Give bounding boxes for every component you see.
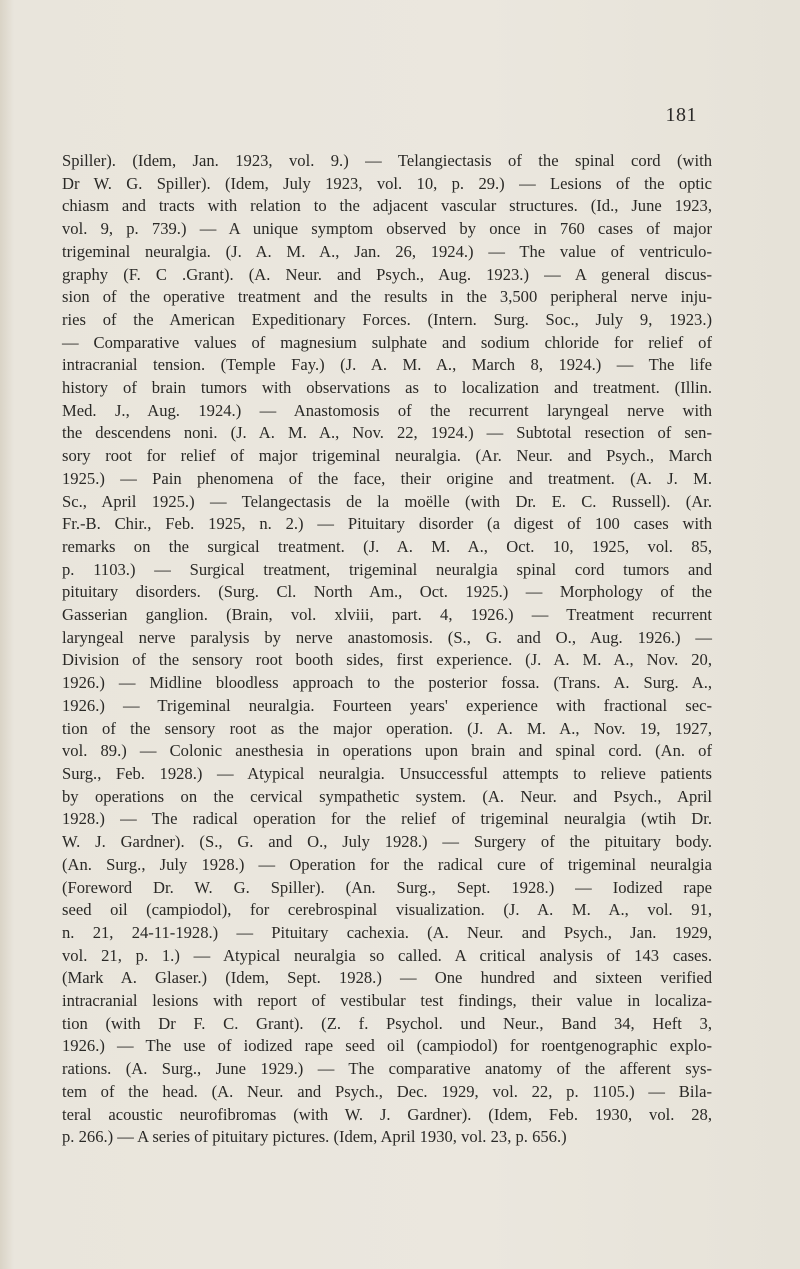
text-line: Dr W. G. Spiller). (Idem, July 1923, vol. 10, p. 29.) — Lesions of the optic bbox=[62, 173, 712, 193]
text-line: the descendens noni. (J. A. M. A., Nov. 22, 1924.) — Subtotal resection of sen- bbox=[62, 423, 712, 443]
text-line: (An. Surg., July 1928.) — Operation for the radical cure of trigeminal neuralgia bbox=[62, 854, 712, 874]
text-line: (Foreword Dr. W. G. Spiller). (An. Surg., Sept. 1928.) — Iodized rape bbox=[62, 877, 712, 897]
text-line: Med. J., Aug. 1924.) — Anastomosis of the recurrent laryngeal nerve with bbox=[62, 400, 712, 420]
text-line: — Comparative values of magnesium sulphate and sodium chloride for relief of bbox=[62, 332, 712, 352]
text-line: n. 21, 24-11-1928.) — Pituitary cachexia. (A. Neur. and Psych., Jan. 1929, bbox=[62, 922, 712, 942]
text-line: sory root for relief of major trigeminal neuralgia. (Ar. Neur. and Psych., March bbox=[62, 446, 712, 466]
text-line: Surg., Feb. 1928.) — Atypical neuralgia. Unsuccessful attempts to relieve patients bbox=[62, 763, 712, 783]
text-line: sion of the operative treatment and the results in the 3,500 peripheral nerve inju- bbox=[62, 287, 712, 307]
text-line: Fr.-B. Chir., Feb. 1925, n. 2.) — Pituitary disorder (a digest of 100 cases with bbox=[62, 514, 712, 534]
page-number: 181 bbox=[665, 104, 697, 126]
bibliography-paragraph bbox=[62, 150, 712, 1149]
text-line: seed oil (campiodol), for cerebrospinal visualization. (J. A. M. A., vol. 91, bbox=[62, 900, 712, 920]
text-line: rations. (A. Surg., June 1929.) — The comparative anatomy of the afferent sys- bbox=[62, 1059, 712, 1079]
text-line: 1925.) — Pain phenomena of the face, their origine and treatment. (A. J. M. bbox=[62, 468, 712, 488]
text-line: Sc., April 1925.) — Telangectasis de la moëlle (with Dr. E. C. Russell). (Ar. bbox=[62, 491, 712, 511]
text-line: p. 1103.) — Surgical treatment, trigeminal neuralgia spinal cord tumors and bbox=[62, 559, 712, 579]
text-line: 1926.) — Midline bloodless approach to the posterior fossa. (Trans. A. Surg. A., bbox=[62, 673, 712, 693]
text-line: p. 266.) — A series of pituitary pictures. (Idem, April 1930, vol. 23, p. 656.) bbox=[62, 1127, 567, 1147]
text-line: 1926.) — Trigeminal neuralgia. Fourteen years' experience with fractional sec- bbox=[62, 695, 712, 715]
text-line: vol. 21, p. 1.) — Atypical neuralgia so called. A critical analysis of 143 cases. bbox=[62, 945, 712, 965]
text-line: 1928.) — The radical operation for the relief of trigeminal neuralgia (wtih Dr. bbox=[62, 809, 712, 829]
text-line: Division of the sensory root booth sides, first experience. (J. A. M. A., Nov. 20, bbox=[62, 650, 712, 670]
text-line: tem of the head. (A. Neur. and Psych., Dec. 1929, vol. 22, p. 1105.) — Bila- bbox=[62, 1081, 712, 1101]
text-line: Gasserian ganglion. (Brain, vol. xlviii, part. 4, 1926.) — Treatment recurrent bbox=[62, 605, 712, 625]
text-line: trigeminal neuralgia. (J. A. M. A., Jan. 26, 1924.) — The value of ventriculo- bbox=[62, 241, 712, 261]
text-line: intracranial tension. (Temple Fay.) (J. A. M. A., March 8, 1924.) — The life bbox=[62, 355, 712, 375]
text-line: graphy (F. C .Grant). (A. Neur. and Psych., Aug. 1923.) — A general discus- bbox=[62, 264, 712, 284]
text-line: tion (with Dr F. C. Grant). (Z. f. Psychol. und Neur., Band 34, Heft 3, bbox=[62, 1013, 712, 1033]
text-line: remarks on the surgical treatment. (J. A. M. A., Oct. 10, 1925, vol. 85, bbox=[62, 536, 712, 556]
text-line: (Mark A. Glaser.) (Idem, Sept. 1928.) — One hundred and sixteen verified bbox=[62, 968, 712, 988]
text-line: Spiller). (Idem, Jan. 1923, vol. 9.) — Telangiectasis of the spinal cord (with bbox=[62, 151, 712, 170]
text-line: teral acoustic neurofibromas (with W. J. Gardner). (Idem, Feb. 1930, vol. 28, bbox=[62, 1104, 712, 1124]
text-line: vol. 9, p. 739.) — A unique symptom observed by once in 760 cases of major bbox=[62, 219, 712, 239]
text-line: intracranial lesions with report of vestibular test findings, their value in localiza- bbox=[62, 991, 712, 1011]
text-line: chiasm and tracts with relation to the adjacent vascular structures. (Id., June 1923, bbox=[62, 196, 712, 216]
text-line: pituitary disorders. (Surg. Cl. North Am., Oct. 1925.) — Morphology of the bbox=[62, 582, 712, 602]
text-line: tion of the sensory root as the major operation. (J. A. M. A., Nov. 19, 1927, bbox=[62, 718, 712, 738]
text-line: W. J. Gardner). (S., G. and O., July 1928.) — Surgery of the pituitary body. bbox=[62, 832, 712, 852]
text-line: by operations on the cervical sympathetic system. (A. Neur. and Psych., April bbox=[62, 786, 712, 806]
text-line: laryngeal nerve paralysis by nerve anastomosis. (S., G. and O., Aug. 1926.) — bbox=[62, 627, 712, 647]
text-line: 1926.) — The use of iodized rape seed oil (campiodol) for roentgenographic explo- bbox=[62, 1036, 712, 1056]
text-line: history of brain tumors with observations as to localization and treatment. (Illin. bbox=[62, 378, 712, 398]
text-line: ries of the American Expeditionary Forces. (Intern. Surg. Soc., July 9, 1923.) bbox=[62, 309, 712, 329]
text-line: vol. 89.) — Colonic anesthesia in operations upon brain and spinal cord. (An. of bbox=[62, 741, 712, 761]
